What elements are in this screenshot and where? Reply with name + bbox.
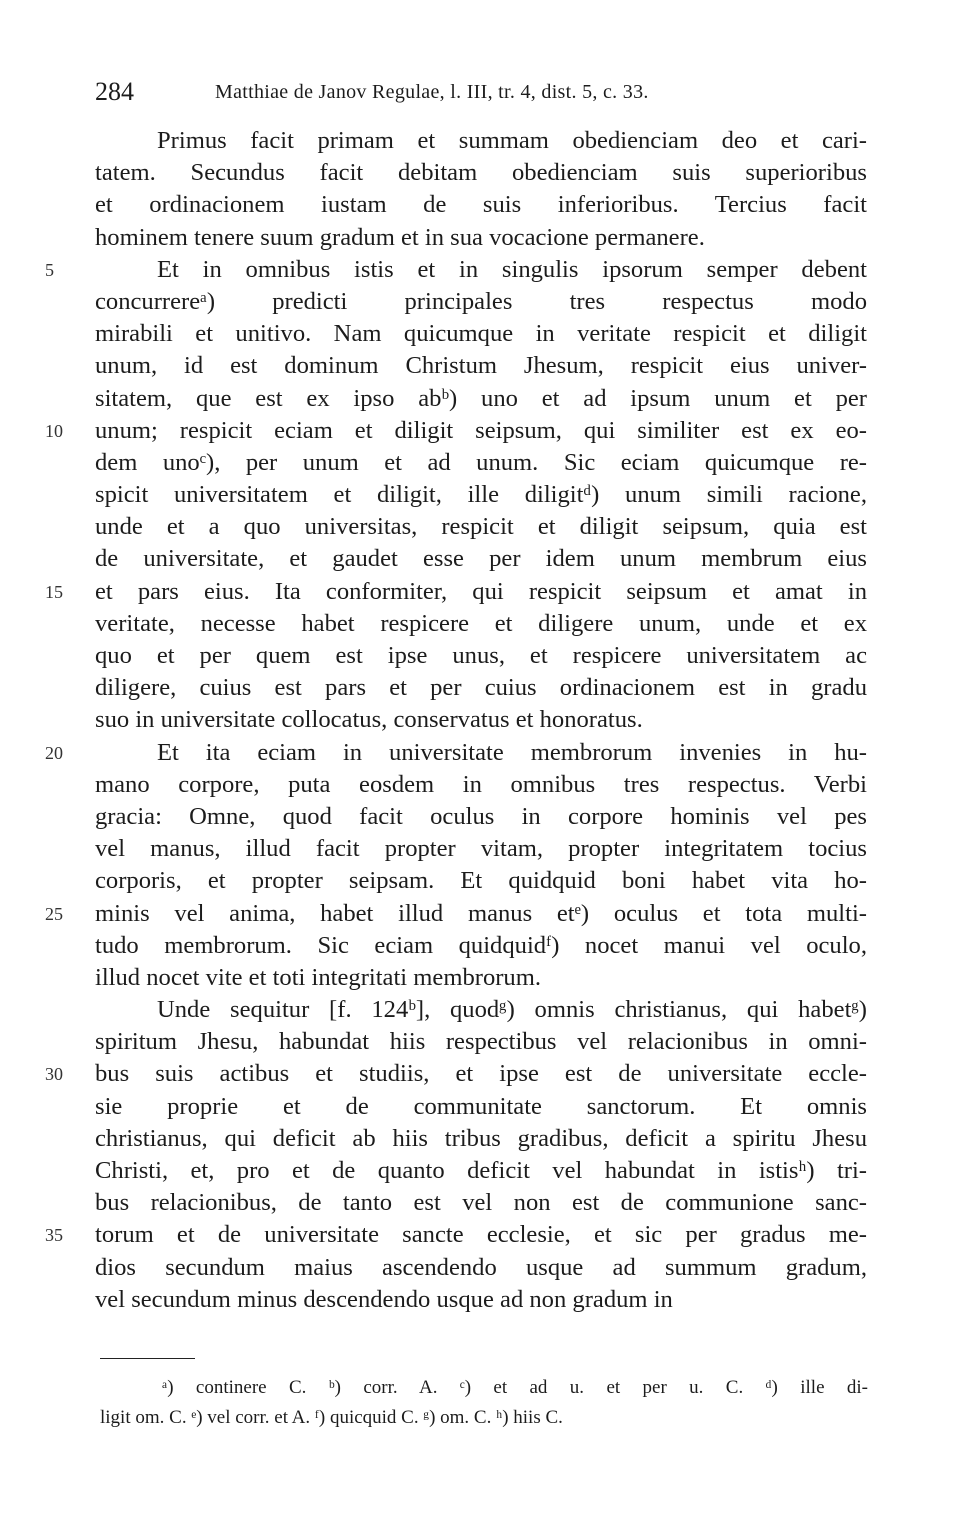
text-line: [95, 1091, 867, 1123]
line-text: minis vel anima, habet illud manus etᵉ) oculus et tota multi-: [95, 899, 867, 927]
line-text: illud nocet vite et toti integritati membrorum.: [95, 963, 542, 991]
text-line: [95, 833, 867, 865]
main-text: [45, 125, 867, 1316]
line-text: sie proprie et de communitate sanctorum. Et omnis: [95, 1092, 867, 1120]
text-line: [95, 962, 867, 994]
text-line: [95, 801, 867, 833]
running-header: [95, 74, 875, 110]
text-line: [95, 672, 867, 704]
line-number: 5: [45, 259, 54, 280]
text-line: [95, 447, 867, 479]
text-line: [95, 1155, 867, 1187]
line-text: mirabili et unitivo. Nam quicumque in veritate respicit et diligit: [95, 320, 867, 348]
line-text: Christi, et, pro et de quanto deficit vel habundat in istisʰ) tri-: [95, 1157, 867, 1184]
text-line: [45, 898, 867, 930]
line-text: Et in omnibus istis et in singulis ipsorum semper debent: [157, 255, 867, 283]
line-text: torum et de universitate sancte ecclesie, et sic per gradus me-: [95, 1221, 867, 1249]
line-number: 10: [45, 420, 63, 441]
text-line: [95, 1123, 867, 1155]
text-line: [95, 125, 867, 157]
line-text: diligere, cuius est pars et per cuius ordinacionem est in gradu: [95, 674, 867, 702]
text-line: [95, 994, 867, 1026]
line-text: spicit universitatem et diligit, ille diligitᵈ) unum simili racione,: [95, 481, 867, 509]
line-text: veritate, necesse habet respicere et diligere unum, unde et ex: [95, 609, 867, 637]
page-number: 284: [95, 77, 134, 106]
text-line: [95, 704, 867, 736]
text-line: [95, 1187, 867, 1219]
text-line: [95, 318, 867, 350]
line-text: tudo membrorum. Sic eciam quidquidᶠ) nocet manui vel oculo,: [95, 931, 867, 959]
line-text: et ordinacionem iustam de suis inferioribus. Tercius facit: [95, 191, 867, 219]
text-line: [95, 769, 867, 801]
line-text: Unde sequitur [f. 124ᵇ], quodᵍ) omnis christianus, qui habetᵍ): [157, 996, 867, 1024]
line-text: spiritum Jhesu, habundat hiis respectibus vel relacionibus in omni-: [95, 1028, 867, 1056]
footnotes: [100, 1373, 868, 1433]
line-text: vel secundum minus descendendo usque ad non gradum in: [95, 1285, 673, 1313]
line-number: 15: [45, 581, 63, 602]
line-text: tatem. Secundus facit debitam obedienciam suis superioribus: [95, 159, 867, 187]
line-text: Primus facit primam et summam obedienciam deo et cari-: [157, 127, 867, 154]
line-text: sitatem, que est ex ipso abᵇ) uno et ad ipsum unum et per: [95, 384, 867, 412]
text-line: [95, 511, 867, 543]
running-head-title: Matthiae de Janov Regulae, l. III, tr. 4, dist. 5, c. 33.: [215, 81, 649, 103]
line-text: Et ita eciam in universitate membrorum invenies in hu-: [157, 738, 867, 766]
text-line: [95, 157, 867, 189]
text-line: [95, 1252, 867, 1284]
line-number: 20: [45, 742, 63, 763]
text-line: [95, 189, 867, 221]
line-text: de universitate, et gaudet esse per idem unum membrum eius: [95, 545, 867, 573]
text-line: [45, 415, 867, 447]
text-line: [95, 383, 867, 415]
line-text: corporis, et propter seipsam. Et quidquid boni habet vita ho-: [95, 867, 867, 895]
text-line: [95, 543, 867, 575]
text-line: [95, 222, 867, 254]
text-line: [95, 608, 867, 640]
line-text: vel manus, illud facit propter vitam, propter integritatem tocius: [95, 835, 867, 863]
footnote-line: ligit om. C. ᵉ) vel corr. et A. ᶠ) quicquid C. ᵍ) om. C. ʰ) hiis C.: [100, 1407, 563, 1428]
line-text: hominem tenere suum gradum et in sua vocacione permanere.: [95, 223, 705, 251]
text-line: [45, 737, 867, 769]
line-text: dios secundum maius ascendendo usque ad summum gradum,: [95, 1253, 867, 1281]
line-text: et pars eius. Ita conformiter, qui respicit seipsum et amat in: [95, 577, 867, 605]
text-line: [45, 576, 867, 608]
text-line: [95, 930, 867, 962]
line-text: concurrereᵃ) predicti principales tres respectus modo: [95, 287, 867, 315]
text-line: [95, 350, 867, 382]
line-text: bus suis actibus et studiis, et ipse est de universitate eccle-: [95, 1060, 867, 1088]
line-text: unum, id est dominum Christum Jhesum, respicit eius univer-: [95, 352, 867, 380]
line-text: quo et per quem est ipse unus, et respicere universitatem ac: [95, 642, 867, 669]
text-line: [95, 286, 867, 318]
text-line: [95, 640, 867, 672]
text-line: [95, 865, 867, 897]
text-line: [95, 1026, 867, 1058]
footnote-divider: [100, 1358, 195, 1359]
line-text: mano corpore, puta eosdem in omnibus tres respectus. Verbi: [95, 770, 867, 798]
text-line: [45, 1219, 867, 1251]
line-text: gracia: Omne, quod facit oculus in corpore hominis vel pes: [95, 802, 867, 830]
text-line: [95, 479, 867, 511]
line-text: dem unoᶜ), per unum et ad unum. Sic eciam quicumque re-: [95, 448, 867, 476]
line-text: unum; respicit eciam et diligit seipsum, qui similiter est ex eo-: [95, 416, 867, 444]
line-text: christianus, qui deficit ab hiis tribus gradibus, deficit a spiritu Jhesu: [95, 1124, 867, 1152]
text-line: [45, 1058, 867, 1090]
line-number: 30: [45, 1064, 63, 1085]
text-line: [45, 254, 867, 286]
text-line: [95, 1284, 867, 1316]
footnote-line: ᵃ) continere C. ᵇ) corr. A. ᶜ) et ad u. et per u. C. ᵈ) ille di-: [162, 1377, 868, 1398]
line-text: bus relacionibus, de tanto est vel non est de communione sanc-: [95, 1189, 867, 1217]
line-number: 35: [45, 1225, 63, 1246]
line-number: 25: [45, 903, 63, 924]
line-text: suo in universitate collocatus, conservatus et honoratus.: [95, 706, 643, 734]
line-text: unde et a quo universitas, respicit et diligit seipsum, quia est: [95, 513, 867, 541]
